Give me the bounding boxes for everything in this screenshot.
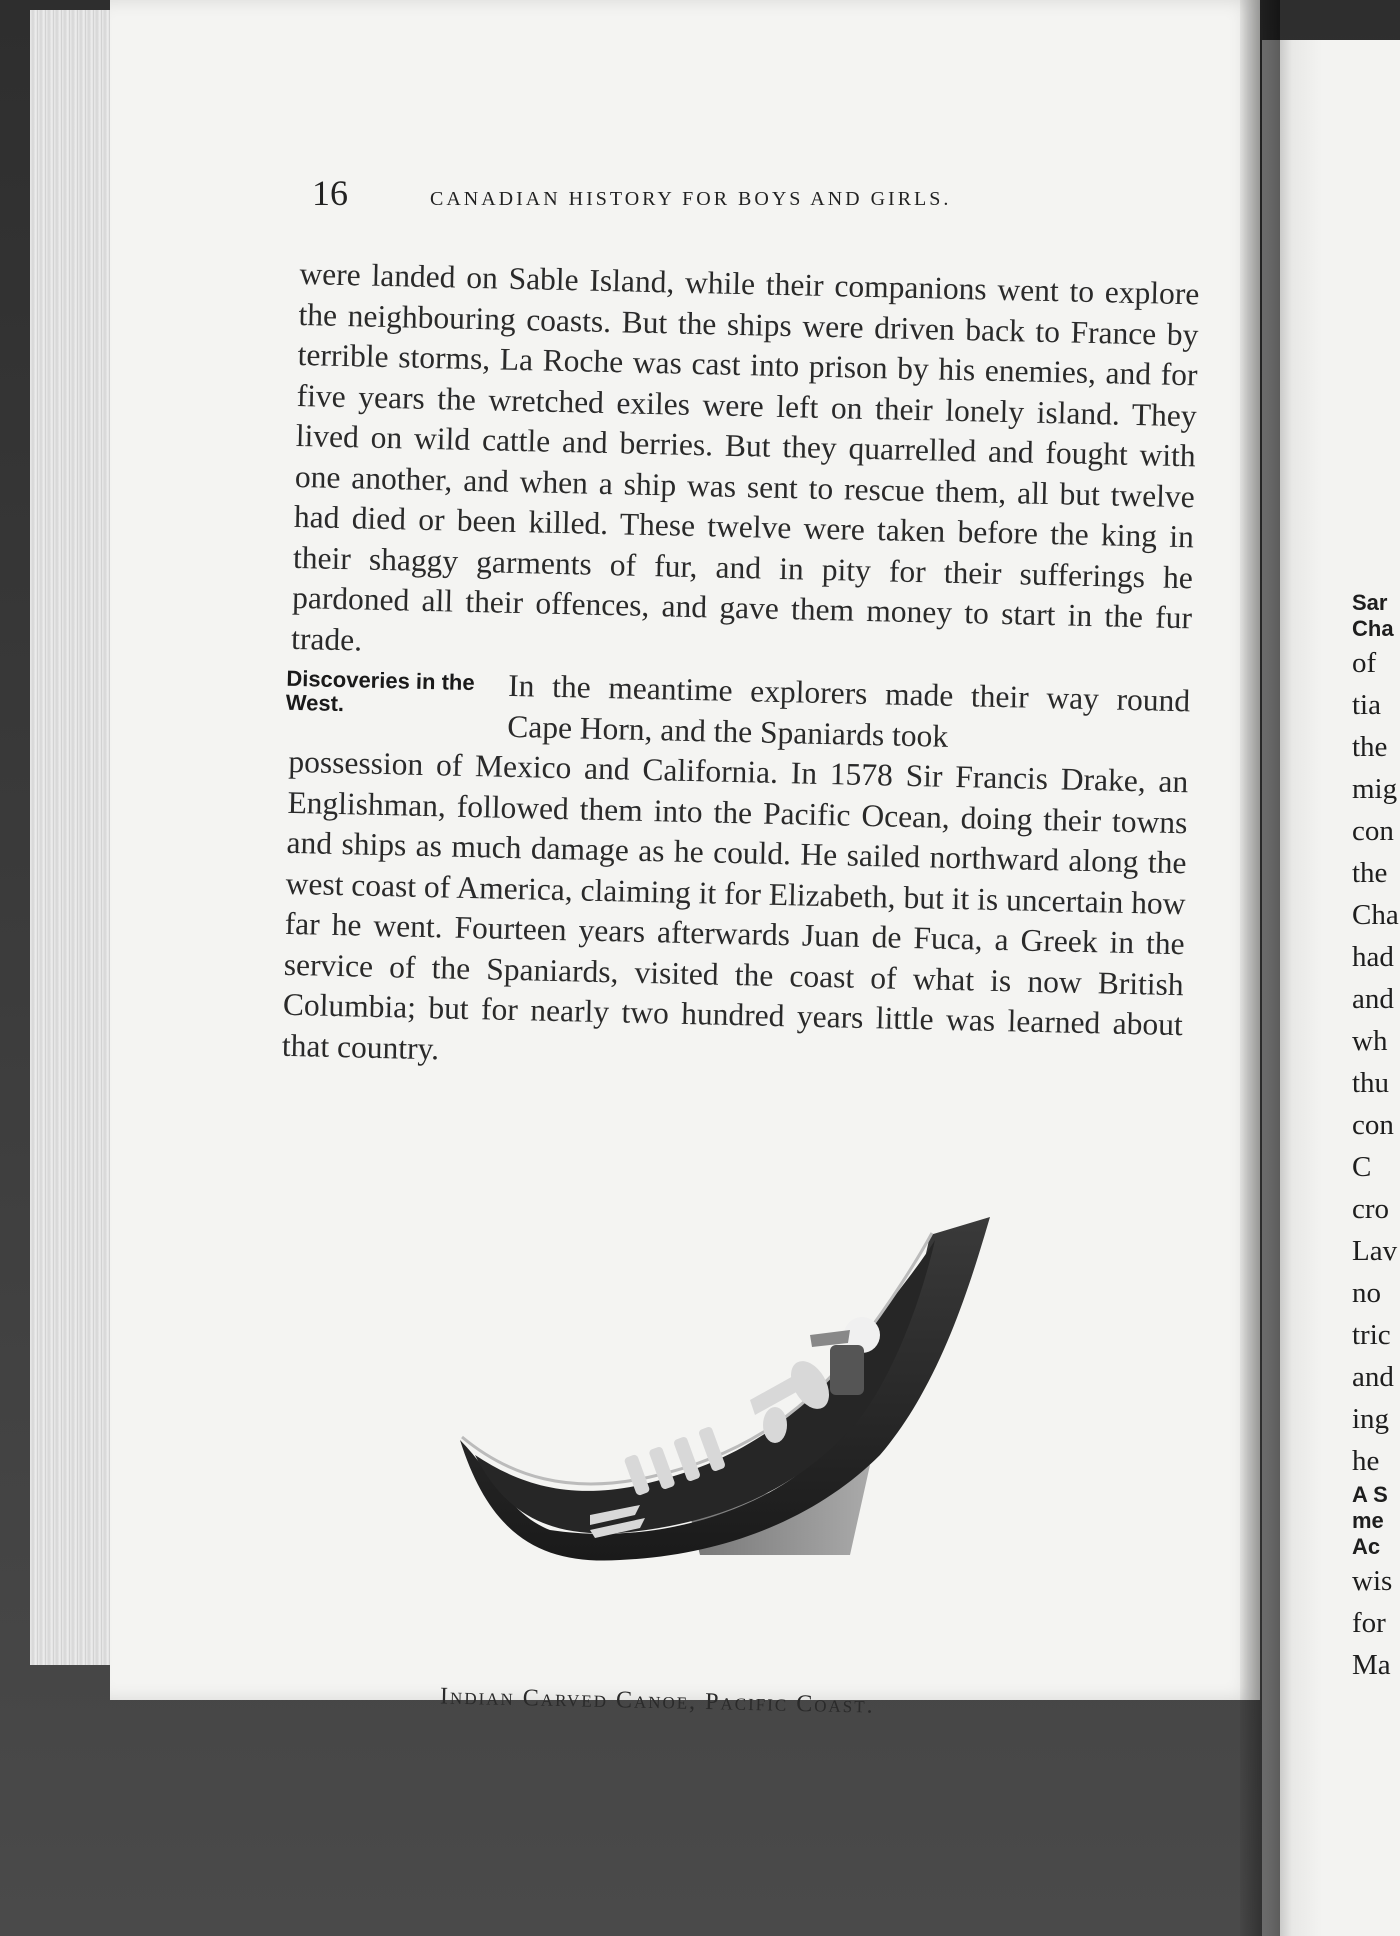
right-page-text <box>1352 590 1400 1686</box>
right-line: wh <box>1352 1025 1388 1057</box>
right-line: ing <box>1352 1403 1390 1435</box>
right-line: no <box>1352 1277 1381 1309</box>
book-title: CANADIAN HISTORY FOR BOYS AND GIRLS. <box>430 188 952 210</box>
page-number: 16 <box>312 173 348 213</box>
right-line: thu <box>1352 1067 1390 1099</box>
right-sidenote-2-line-2: me <box>1352 1508 1384 1533</box>
right-line: con <box>1352 815 1394 847</box>
right-line: of <box>1352 647 1377 679</box>
body-text <box>282 254 1200 1086</box>
right-line: Lav <box>1352 1235 1398 1267</box>
right-line: he <box>1352 1445 1380 1477</box>
right-line: had <box>1352 941 1394 973</box>
right-line: tia <box>1352 689 1381 721</box>
canoe-illustration <box>450 1215 1010 1585</box>
paragraph-2 <box>282 661 1191 1086</box>
paragraph-2-rest: possession of Mexico and California. In 1578 Sir Francis Drake, an Englishman, followed them into the Pacific Ocean, doing their towns and ships as much damage as he could. He sailed northward along the west coast of America, claiming it for Elizabeth, but it is uncertain how far he went. Fourteen years afterwards Juan de Fuca, a Greek in the service of the Spaniards, visited the coast of what is now British Columbia; but for nearly two hundred years little was learned about that country. <box>281 743 1189 1066</box>
right-line: C <box>1352 1151 1372 1183</box>
right-line: cro <box>1352 1193 1390 1225</box>
right-sidenote-1-line-2: Cha <box>1352 616 1394 641</box>
right-line: for <box>1352 1607 1386 1639</box>
page-edges <box>30 10 120 1665</box>
right-line: wis <box>1352 1565 1393 1597</box>
right-line: mig <box>1352 773 1398 805</box>
right-sidenote-2-line-3: Ac <box>1352 1534 1381 1559</box>
right-line: and <box>1352 1361 1394 1393</box>
right-sidenote-2-line-1: A S <box>1352 1482 1388 1507</box>
right-line: the <box>1352 857 1388 889</box>
paragraph-1: were landed on Sable Island, while their companions went to explore the neighbouring coasts. But the ships were driven back to France by terrible storms, La Roche was cast into prison by his enemies, and for five years the wretched exiles were left on their lonely island. They lived on wild cattle and berries. But they quarrelled and fought with one another, and when a ship was sent to rescue them, all but twelve had died or been killed. These twelve were taken before the king in their shaggy garments of fur, and in pity for their sufferings he pardoned all their offences, and gave them money to start in the fur trade. <box>290 255 1200 658</box>
canoe-interior <box>475 1240 935 1533</box>
sidenote-discoveries: Discoveries in the West. <box>285 665 475 717</box>
figure-caption: Indian Carved Canoe, Pacific Coast. <box>439 1683 875 1719</box>
right-line: Cha <box>1352 899 1399 931</box>
right-line: Ma <box>1352 1649 1391 1681</box>
running-head <box>312 172 1092 222</box>
paragraph-2-lead: In the meantime explorers made their way round Cape Horn, and the Spaniards took <box>506 667 1191 754</box>
right-line: the <box>1352 731 1388 763</box>
right-sidenote-1-line-1: Sar <box>1352 590 1388 615</box>
right-line: tric <box>1352 1319 1391 1351</box>
right-line: con <box>1352 1109 1394 1141</box>
right-line: and <box>1352 983 1394 1015</box>
book-gutter <box>1240 0 1280 1936</box>
